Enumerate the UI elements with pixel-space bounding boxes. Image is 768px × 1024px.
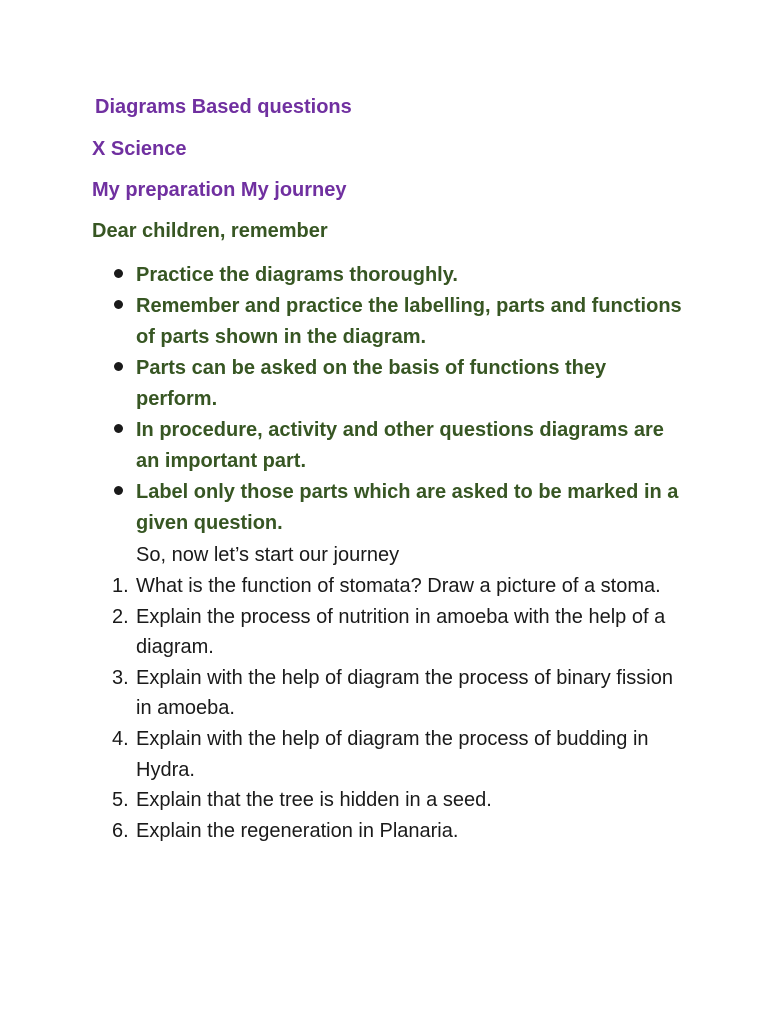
greeting-heading: Dear children, remember xyxy=(92,220,328,242)
tip-item xyxy=(112,477,692,539)
tip-text: Remember and practice the labelling, parts and functions of parts shown in the diagram. xyxy=(136,295,682,348)
question-item xyxy=(112,816,692,847)
question-number: 5. xyxy=(112,789,129,812)
question-item xyxy=(112,663,692,724)
intro-text: So, now let’s start our journey xyxy=(136,544,400,566)
tagline-heading: My preparation My journey xyxy=(92,179,347,201)
question-item xyxy=(112,602,692,663)
tip-text: In procedure, activity and other questions diagrams are an important part. xyxy=(136,419,664,472)
question-text: Explain the process of nutrition in amoeba with the help of a diagram. xyxy=(136,605,666,659)
question-number: 6. xyxy=(112,819,129,842)
question-text: What is the function of stomata? Draw a picture of a stoma. xyxy=(136,575,661,597)
tips-list xyxy=(112,260,692,539)
question-item xyxy=(112,785,692,816)
subject-heading: X Science xyxy=(92,138,187,160)
question-text: Explain that the tree is hidden in a seed. xyxy=(136,789,492,812)
document-title: Diagrams Based questions xyxy=(95,96,352,118)
tip-item xyxy=(112,291,692,353)
bullet-icon xyxy=(114,269,123,278)
question-number: 2. xyxy=(112,605,129,628)
tip-text: Practice the diagrams thoroughly. xyxy=(136,264,458,286)
tip-text: Label only those parts which are asked to be marked in a given question. xyxy=(136,481,679,534)
question-number: 3. xyxy=(112,666,129,689)
question-number: 1. xyxy=(112,575,129,597)
question-text: Explain the regeneration in Planaria. xyxy=(136,819,459,842)
bullet-icon xyxy=(114,486,123,495)
question-text: Explain with the help of diagram the process of budding in Hydra. xyxy=(136,727,649,781)
question-text: Explain with the help of diagram the process of binary fission in amoeba. xyxy=(136,666,673,720)
questions-list xyxy=(112,571,692,846)
question-number: 4. xyxy=(112,727,129,750)
bullet-icon xyxy=(114,424,123,433)
bullet-icon xyxy=(114,300,123,309)
question-item xyxy=(112,571,692,602)
tip-text: Parts can be asked on the basis of functions they perform. xyxy=(136,357,607,410)
question-item xyxy=(112,724,692,785)
tip-item xyxy=(112,415,692,477)
tip-item xyxy=(112,353,692,415)
tip-item xyxy=(112,260,692,291)
bullet-icon xyxy=(114,362,123,371)
